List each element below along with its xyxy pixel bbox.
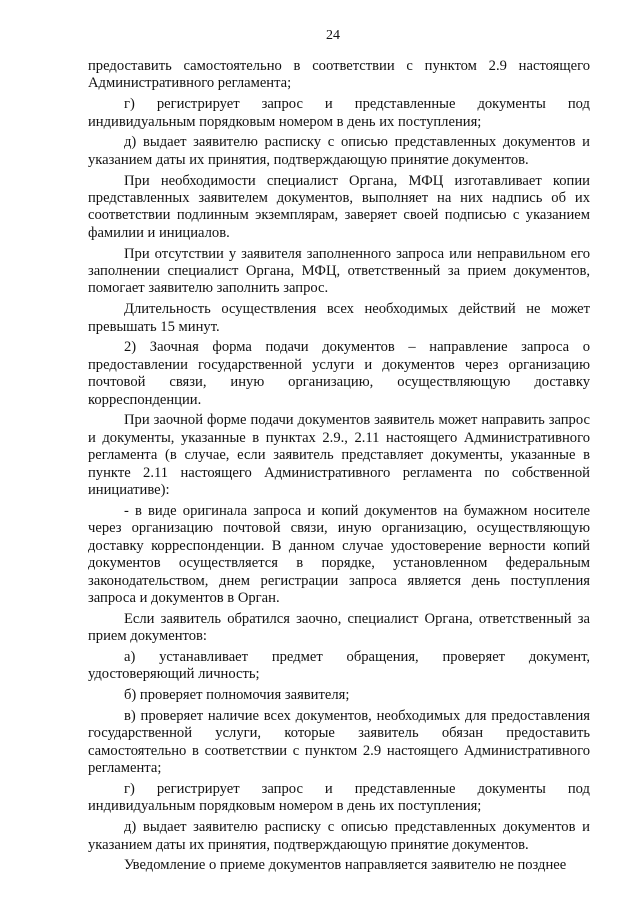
page-number: 24 (326, 28, 340, 43)
paragraph: б) проверяет полномочия заявителя; (124, 687, 350, 704)
document-body (88, 58, 590, 875)
paragraph: При отсутствии у заявителя заполненного запроса или неправильном его заполнении специалист Органа, МФЦ, ответственный за прием документов, помогает заявителю заполнить запрос. (88, 245, 590, 297)
paragraph: Уведомление о приеме документов направляется заявителю не позднее (124, 857, 567, 874)
paragraph: г) регистрирует запрос и представленные документы под индивидуальным порядковым номером в день их поступления; (88, 780, 590, 815)
paragraph: При заочной форме подачи документов заявитель может направить запрос и документы, указанные в пунктах 2.9., 2.11 настоящего Административного регламента (в случае, если заявитель представляет документы, указанные в пункте 2.11 настоящего Административного регламента по собственной инициативе): (88, 412, 590, 499)
paragraph: предоставить самостоятельно в соответствии с пунктом 2.9 настоящего Административного регламента; (88, 58, 590, 92)
paragraph: - в виде оригинала запроса и копий документов на бумажном носителе через организацию почтовой связи, иную организацию, осуществляющую доставку корреспонденции. В данном случае удостоверение верности копий документов осуществляется в порядке, установленном федеральным законодательством, днем регистрации запроса является день поступления запроса и документов в Орган. (88, 502, 590, 606)
paragraph: Если заявитель обратился заочно, специалист Органа, ответственный за прием документов: (88, 610, 590, 645)
paragraph: д) выдает заявителю расписку с описью представленных документов и указанием даты их принятия, подтверждающую принятие документов. (88, 819, 590, 853)
paragraph: г) регистрирует запрос и представленные документы под индивидуальным порядковым номером в день их поступления; (88, 96, 590, 130)
paragraph: 2) Заочная форма подачи документов – направление запроса о предоставлении государственной услуги и документов через организацию почтовой связи, иную организацию, осуществляющую доставку корреспонденции. (88, 339, 590, 408)
paragraph: При необходимости специалист Органа, МФЦ изготавливает копии представленных заявителем документов, выполняет на них надпись об их соответствии подлинным экземплярам, заверяет своей подписью с указанием фамилии и инициалов. (88, 172, 590, 241)
paragraph: в) проверяет наличие всех документов, необходимых для предоставления государственной услуги, которые заявитель обязан предоставить самостоятельно в соответствии с пунктом 2.9 настоящего Административного регламента; (88, 707, 590, 777)
paragraph: д) выдает заявителю расписку с описью представленных документов и указанием даты их принятия, подтверждающую принятие документов. (88, 134, 590, 168)
paragraph: а) устанавливает предмет обращения, проверяет документ, удостоверяющий личность; (88, 648, 590, 683)
paragraph: Длительность осуществления всех необходимых действий не может превышать 15 минут. (88, 301, 590, 335)
